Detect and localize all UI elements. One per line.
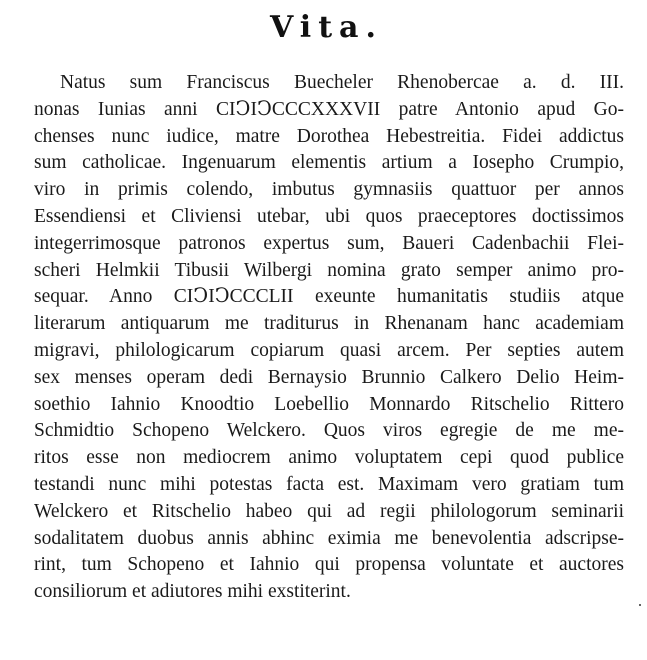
- text-line: ritos esse non mediocrem animo voluptatem cepi quod publice: [34, 447, 624, 469]
- text-line: Schmidtio Schopeno Welckero. Quos viros egregie de me me-: [34, 420, 624, 442]
- text-line: migravi, philologicarum copiarum quasi arcem. Per septies autem: [34, 340, 624, 361]
- margin-speck: [639, 604, 641, 606]
- text-line: scheri Helmkii Tibusii Wilbergi nomina grato semper animo pro-: [34, 259, 624, 281]
- text-line: consiliorum et adiutores mihi exstiterint.: [34, 581, 351, 603]
- text-line: viro in primis colendo, imbutus gymnasiis quattuor per annos: [34, 179, 624, 201]
- text-line: rint, tum Schopeno et Iahnio qui propensa voluntate et auctores: [34, 554, 624, 576]
- text-line: chenses nunc iudice, matre Dorothea Hebestreitia. Fidei addictus: [34, 125, 624, 147]
- page-title: Vita.: [270, 10, 383, 45]
- text-line: sodalitatem duobus annis abhinc eximia me benevolentia adscripse-: [34, 527, 624, 549]
- text-line: integerrimosque patronos expertus sum, Baueri Cadenbachii Flei-: [34, 232, 624, 254]
- text-line: sex menses operam dedi Bernaysio Brunnio Calkero Delio Heim-: [34, 366, 624, 388]
- text-line: Natus sum Franciscus Buecheler Rhenobercae a. d. III.: [60, 72, 624, 93]
- text-line: nonas Iunias anni CIↃIↃCCCXXXVII patre Antonio apud Go-: [34, 98, 624, 120]
- text-line: testandi nunc mihi potestas facta est. Maximam vero gratiam tum: [34, 474, 624, 495]
- text-line: literarum antiquarum me traditurus in Rhenanam hanc academiam: [34, 313, 624, 335]
- text-line: sequar. Anno CIↃIↃCCCLII exeunte humanitatis studiis atque: [34, 286, 624, 308]
- text-line: soethio Iahnio Knoodtio Loebellio Monnardo Ritschelio Rittero: [34, 393, 624, 415]
- text-line: sum catholicae. Ingenuarum elementis artium a Iosepho Crumpio,: [34, 152, 624, 174]
- text-line: Essendiensi et Cliviensi utebar, ubi quos praeceptores doctissimos: [34, 206, 624, 227]
- text-line: Welckero et Ritschelio habeo qui ad regii philologorum seminarii: [34, 500, 624, 522]
